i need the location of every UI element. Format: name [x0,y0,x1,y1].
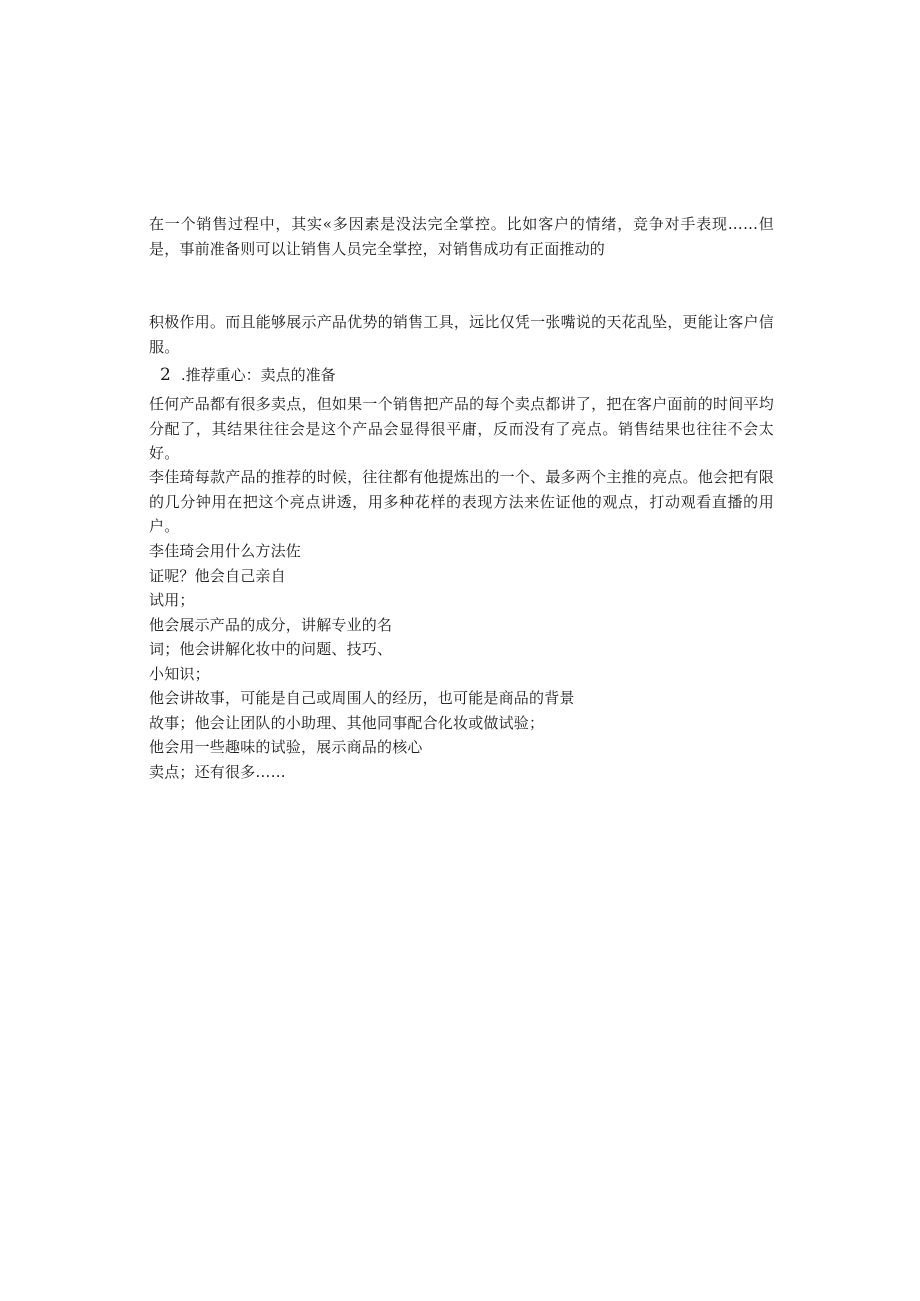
section-number: 2 [160,365,171,385]
paragraph-selling-points: 任何产品都有很多卖点，但如果一个销售把产品的每个卖点都讲了，把在客户面前的时间平均分配了，其结果往往会是这个产品会显得很平庸，反而没有了亮点。销售结果也往往不会太好。 [149,395,774,462]
paragraph-li-jiaqi: 李佳琦每款产品的推荐的时候，往往都有他提炼出的一个、最多两个主推的亮点。他会把有限的几分钟用在把这个亮点讲透，用多种花样的表现方法来佐证他的观点，打动观看直播的用户。 [149,468,774,535]
list-line: 证呢？他会自己亲自 [149,566,286,585]
list-line: 试用； [149,591,195,609]
section-title: .推荐重心：卖点的准备 [180,366,336,384]
list-line: 他会展示产品的成分，讲解专业的名 [149,615,393,634]
list-line: 故事；他会让团队的小助理、其他同事配合化妆或做试验； [149,713,545,732]
list-line: 卖点；还有很多…… [149,762,286,781]
list-line: 小知识； [149,664,210,683]
list-line: 词；他会讲解化妆中的问题、技巧、 [149,640,393,658]
methods-list [149,539,774,784]
list-line: 他会讲故事，可能是自己或周围人的经历，也可能是商品的背景 [149,689,575,707]
list-line: 他会用一些趣味的试验，展示商品的核心 [149,738,423,756]
section-heading [160,363,336,387]
list-line: 李佳琦会用什么方法佐 [149,542,302,560]
paragraph-intro: 在一个销售过程中，其实«多因素是没法完全掌控。比如客户的情绪，竞争对手表现……但是，事前准备则可以让销售人员完全掌控，对销售成功有正面推动的 [149,215,774,258]
paragraph-continued: 积极作用。而且能够展示产品优势的销售工具，远比仅凭一张嘴说的天花乱坠，更能让客户信服。 [149,313,774,356]
